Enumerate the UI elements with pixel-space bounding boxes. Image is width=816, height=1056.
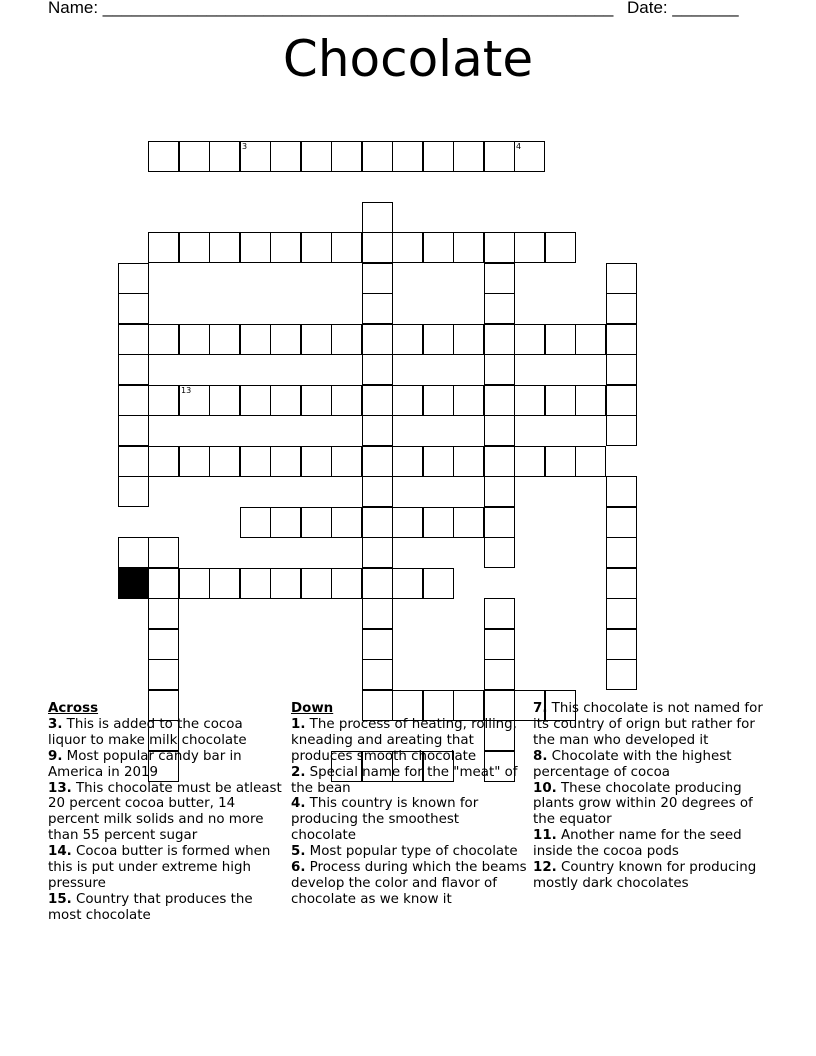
grid-cell[interactable] (606, 354, 637, 385)
clue-item (48, 781, 284, 845)
clue-item-number: 4. (291, 796, 306, 812)
clue-item-text: This chocolate is not named for its country of orign but rather for the man who developed it (533, 701, 763, 748)
clue-item-text: Cocoa butter is formed when this is put under extreme high pressure (48, 844, 271, 891)
clue-item-number: 5. (291, 844, 306, 860)
clue-item-text: Process during which the beams develop the color and flavor of chocolate as we know it (291, 860, 527, 907)
grid-cell[interactable] (362, 263, 393, 294)
clue-item-number: 10. (533, 780, 557, 796)
clue-item-text: Most popular type of chocolate (305, 844, 518, 860)
clue-item-text: Another name for the seed inside the cocoa pods (533, 828, 742, 860)
grid-cell[interactable] (514, 141, 545, 172)
clue-item-number: 14. (48, 844, 72, 860)
grid-cell[interactable] (362, 537, 393, 568)
clue-item-number: 3. (48, 716, 63, 732)
grid-cell[interactable] (270, 568, 301, 599)
grid-cell[interactable] (514, 324, 545, 355)
grid-cell[interactable] (118, 446, 149, 477)
grid-cell[interactable] (453, 232, 484, 263)
grid-cell[interactable] (270, 232, 301, 263)
grid-cell[interactable] (240, 446, 271, 477)
grid-cell[interactable] (148, 568, 179, 599)
grid-cell[interactable] (362, 476, 393, 507)
grid-cell[interactable] (331, 385, 362, 416)
grid-cell[interactable] (423, 507, 454, 538)
grid-cell[interactable] (209, 385, 240, 416)
grid-cell[interactable] (148, 598, 179, 629)
grid-cell[interactable] (362, 385, 393, 416)
grid-cell[interactable] (606, 598, 637, 629)
clue-item (533, 749, 773, 781)
clue-number: 3 (242, 142, 248, 151)
grid-cell[interactable] (392, 141, 423, 172)
grid-cell[interactable] (179, 446, 210, 477)
grid-cell[interactable] (148, 324, 179, 355)
grid-cell[interactable] (118, 537, 149, 568)
clue-item-text: This chocolate must be atleast 20 percent cocoa butter, 14 percent milk solids and no more than 55 percent sugar (48, 780, 282, 844)
grid-cell[interactable] (209, 141, 240, 172)
grid-cell[interactable] (209, 446, 240, 477)
grid-cell[interactable] (301, 507, 332, 538)
grid-cell[interactable] (362, 202, 393, 233)
clue-item-text: Country known for producing mostly dark chocolates (533, 860, 757, 891)
across-clues (48, 701, 284, 924)
grid-cell[interactable] (484, 263, 515, 294)
grid-cell[interactable] (118, 385, 149, 416)
grid-cell[interactable] (362, 141, 393, 172)
grid-cell[interactable] (118, 263, 149, 294)
grid-cell[interactable] (606, 568, 637, 599)
grid-cell[interactable] (301, 385, 332, 416)
block-cell (118, 568, 149, 599)
grid-cell[interactable] (118, 293, 149, 324)
grid-cell[interactable] (392, 324, 423, 355)
grid-cell[interactable] (392, 568, 423, 599)
grid-cell[interactable] (484, 476, 515, 507)
grid-cell[interactable] (575, 324, 606, 355)
grid-cell[interactable] (484, 446, 515, 477)
clue-item-number: 8. (533, 748, 548, 764)
grid-cell[interactable] (484, 507, 515, 538)
down-heading: Down (291, 701, 334, 716)
clue-item-text: Chocolate with the highest percentage of cocoa (533, 748, 732, 780)
grid-cell[interactable] (301, 446, 332, 477)
grid-cell[interactable] (301, 324, 332, 355)
clue-item (533, 701, 773, 749)
date-field-label: Date: _______ (627, 0, 739, 17)
grid-cell[interactable] (301, 232, 332, 263)
grid-cell[interactable] (179, 324, 210, 355)
grid-cell[interactable] (606, 537, 637, 568)
clue-item (48, 892, 284, 924)
puzzle-title: Chocolate (282, 30, 534, 88)
grid-cell[interactable] (148, 232, 179, 263)
grid-cell[interactable] (362, 568, 393, 599)
grid-cell[interactable] (392, 385, 423, 416)
clue-number: 13 (181, 386, 192, 395)
clue-item-number: 12. (533, 860, 557, 876)
grid-cell[interactable] (484, 537, 515, 568)
grid-cell[interactable] (362, 659, 393, 690)
grid-cell[interactable] (484, 354, 515, 385)
clue-item-number: 13. (48, 780, 72, 796)
grid-cell[interactable] (606, 415, 637, 446)
clue-item-text: This country is known for producing the smoothest chocolate (291, 796, 479, 844)
grid-cell[interactable] (362, 293, 393, 324)
clue-item-number: 7. (533, 701, 548, 716)
grid-cell[interactable] (118, 415, 149, 446)
clue-item (48, 844, 284, 892)
grid-cell[interactable] (606, 476, 637, 507)
clue-item-number: 2. (291, 764, 306, 780)
clue-item (48, 717, 284, 749)
grid-cell[interactable] (331, 324, 362, 355)
grid-cell[interactable] (331, 507, 362, 538)
grid-cell[interactable] (606, 385, 637, 416)
grid-cell[interactable] (362, 324, 393, 355)
grid-cell[interactable] (240, 568, 271, 599)
grid-cell[interactable] (484, 659, 515, 690)
grid-cell[interactable] (575, 446, 606, 477)
grid-cell[interactable] (179, 568, 210, 599)
grid-cell[interactable] (270, 141, 301, 172)
grid-cell[interactable] (179, 141, 210, 172)
grid-cell[interactable] (148, 537, 179, 568)
grid-cell[interactable] (453, 446, 484, 477)
clue-item (48, 749, 284, 781)
grid-cell[interactable] (270, 385, 301, 416)
clue-item-text: Most popular candy bar in America in 2019 (48, 748, 242, 780)
clue-item-number: 1. (291, 716, 306, 732)
grid-cell[interactable] (484, 415, 515, 446)
across-heading: Across (48, 701, 99, 716)
name-field-label: Name: ______________________________________________________ (48, 0, 614, 17)
grid-cell[interactable] (331, 568, 362, 599)
grid-cell[interactable] (331, 141, 362, 172)
clue-item (533, 781, 773, 829)
grid-cell[interactable] (209, 232, 240, 263)
grid-cell[interactable] (148, 141, 179, 172)
grid-cell[interactable] (240, 232, 271, 263)
grid-cell[interactable] (453, 385, 484, 416)
grid-cell[interactable] (240, 507, 271, 538)
grid-cell[interactable] (179, 385, 210, 416)
grid-cell[interactable] (392, 507, 423, 538)
clue-item-number: 15. (48, 891, 72, 907)
grid-cell[interactable] (423, 385, 454, 416)
clue-item-text: This is added to the cocoa liquor to make milk chocolate (48, 716, 247, 748)
grid-cell[interactable] (606, 507, 637, 538)
clue-item (291, 860, 527, 908)
grid-cell[interactable] (545, 385, 576, 416)
grid-cell[interactable] (148, 659, 179, 690)
grid-cell[interactable] (606, 659, 637, 690)
clue-item-number: 9. (48, 748, 63, 764)
clue-item (291, 717, 527, 765)
down-clues (291, 701, 527, 908)
grid-cell[interactable] (179, 232, 210, 263)
grid-cell[interactable] (484, 598, 515, 629)
clue-number: 4 (516, 142, 522, 151)
clue-item-number: 11. (533, 828, 557, 844)
grid-cell[interactable] (514, 232, 545, 263)
clue-item (291, 765, 527, 797)
grid-cell[interactable] (362, 446, 393, 477)
grid-cell[interactable] (118, 354, 149, 385)
grid-cell[interactable] (484, 324, 515, 355)
clue-item-text: The process of heating, rolling, kneading and areating that produces smooth chocolate (291, 716, 517, 764)
grid-cell[interactable] (453, 507, 484, 538)
clue-item (291, 844, 527, 860)
grid-cell[interactable] (484, 141, 515, 172)
grid-cell[interactable] (148, 629, 179, 660)
clue-item (533, 860, 773, 892)
grid-cell[interactable] (453, 324, 484, 355)
grid-cell[interactable] (392, 446, 423, 477)
grid-cell[interactable] (575, 385, 606, 416)
grid-cell[interactable] (484, 629, 515, 660)
grid-cell[interactable] (209, 324, 240, 355)
clue-item (291, 796, 527, 844)
grid-cell[interactable] (423, 568, 454, 599)
grid-cell[interactable] (301, 568, 332, 599)
grid-cell[interactable] (484, 232, 515, 263)
grid-cell[interactable] (423, 446, 454, 477)
grid-cell[interactable] (606, 629, 637, 660)
grid-cell[interactable] (362, 507, 393, 538)
grid-cell[interactable] (148, 446, 179, 477)
clue-item-number: 6. (291, 860, 306, 876)
grid-cell[interactable] (240, 141, 271, 172)
grid-cell[interactable] (545, 446, 576, 477)
grid-cell[interactable] (392, 232, 423, 263)
grid-cell[interactable] (118, 324, 149, 355)
grid-cell[interactable] (362, 629, 393, 660)
grid-cell[interactable] (362, 354, 393, 385)
grid-cell[interactable] (270, 507, 301, 538)
grid-cell[interactable] (209, 568, 240, 599)
grid-cell[interactable] (484, 293, 515, 324)
grid-cell[interactable] (362, 598, 393, 629)
grid-cell[interactable] (423, 324, 454, 355)
grid-cell[interactable] (606, 324, 637, 355)
grid-cell[interactable] (606, 293, 637, 324)
grid-cell[interactable] (423, 141, 454, 172)
grid-cell[interactable] (362, 415, 393, 446)
down-clues-continued (533, 701, 773, 892)
grid-cell[interactable] (148, 385, 179, 416)
grid-cell[interactable] (331, 446, 362, 477)
grid-cell[interactable] (606, 263, 637, 294)
grid-cell[interactable] (270, 446, 301, 477)
grid-cell[interactable] (118, 476, 149, 507)
clue-item-text: Country that produces the most chocolate (48, 891, 253, 923)
clue-item-text: Special name for the "meat" of the bean (291, 764, 518, 796)
grid-cell[interactable] (514, 385, 545, 416)
grid-cell[interactable] (545, 324, 576, 355)
grid-cell[interactable] (453, 141, 484, 172)
grid-cell[interactable] (240, 324, 271, 355)
grid-cell[interactable] (331, 232, 362, 263)
clue-item (533, 828, 773, 860)
grid-cell[interactable] (545, 232, 576, 263)
grid-cell[interactable] (423, 232, 454, 263)
grid-cell[interactable] (301, 141, 332, 172)
grid-cell[interactable] (240, 385, 271, 416)
grid-cell[interactable] (270, 324, 301, 355)
grid-cell[interactable] (484, 385, 515, 416)
clue-item-text: These chocolate producing plants grow within 20 degrees of the equator (533, 780, 753, 828)
grid-cell[interactable] (514, 446, 545, 477)
grid-cell[interactable] (362, 232, 393, 263)
